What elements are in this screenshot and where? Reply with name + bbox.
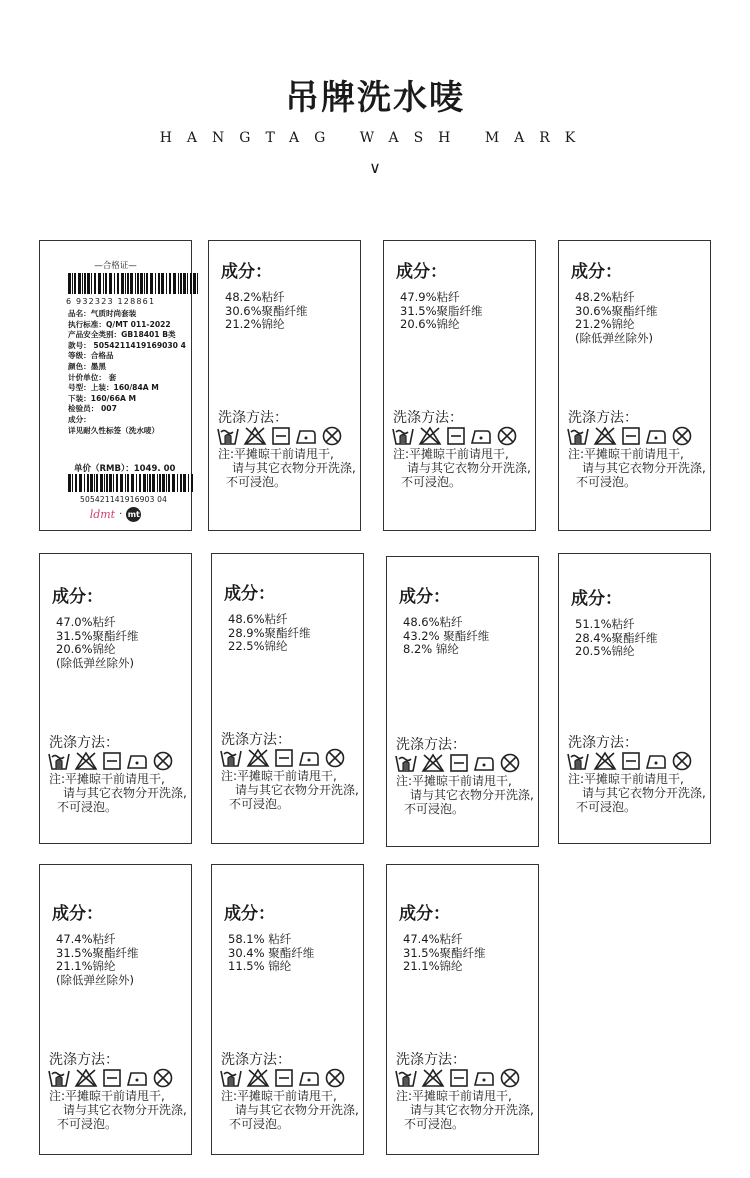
composition-line: 47.4%粘纤 bbox=[56, 932, 116, 946]
barcode-bar bbox=[82, 273, 83, 294]
composition-line: 48.2%粘纤 bbox=[575, 290, 635, 304]
barcode2-number: 505421141916903 04 bbox=[80, 495, 168, 504]
barcode-bar bbox=[139, 474, 141, 492]
barcode-bar bbox=[172, 474, 175, 492]
care-icons bbox=[220, 748, 346, 768]
barcode-bar bbox=[87, 474, 89, 492]
logo-mt: mt bbox=[126, 507, 141, 522]
composition-list bbox=[403, 616, 489, 657]
certificate-row: 成分： bbox=[68, 414, 91, 424]
barcode-top bbox=[68, 273, 199, 294]
wash-label-10 bbox=[386, 864, 539, 1155]
iron-low-icon bbox=[298, 748, 320, 768]
composition-line: 48.6%粘纤 bbox=[228, 612, 288, 626]
care-icons bbox=[567, 426, 693, 446]
barcode-bar bbox=[127, 273, 129, 294]
care-note-line: 请与其它衣物分开洗涤, bbox=[232, 461, 356, 475]
no-bleach-icon bbox=[418, 426, 442, 446]
barcode-bar bbox=[130, 273, 133, 294]
certificate-row: 下装：160/66A M bbox=[68, 393, 137, 403]
care-note-line: 请与其它衣物分开洗涤, bbox=[63, 786, 187, 800]
composition-line: 47.9%粘纤 bbox=[400, 290, 460, 304]
care-icons bbox=[395, 1068, 521, 1088]
barcode-bar bbox=[180, 474, 182, 492]
composition-line: 20.6%锦纶 bbox=[56, 642, 116, 656]
wash-heading: 洗涤方法： bbox=[221, 1052, 291, 1068]
composition-heading: 成分： bbox=[571, 589, 622, 609]
barcode-bar bbox=[191, 474, 193, 492]
care-note-line: 请与其它衣物分开洗涤, bbox=[407, 461, 531, 475]
barcode-bottom bbox=[68, 474, 195, 492]
barcode-bar bbox=[135, 273, 136, 294]
barcode-bar bbox=[157, 474, 158, 492]
barcode-bar bbox=[90, 474, 93, 492]
dry-flat-icon bbox=[102, 1068, 122, 1088]
composition-list bbox=[228, 613, 311, 654]
composition-line: 20.5%锦纶 bbox=[575, 644, 635, 658]
care-note-line: 请与其它衣物分开洗涤, bbox=[410, 788, 534, 802]
care-note-line: 不可浸泡。 bbox=[226, 475, 287, 489]
barcode-bar bbox=[84, 474, 85, 492]
wash-label-5 bbox=[211, 553, 364, 844]
wash-heading: 洗涤方法： bbox=[393, 410, 463, 426]
composition-line: (除低弹丝除外) bbox=[56, 655, 134, 670]
dry-flat-icon bbox=[102, 751, 122, 771]
wash-label-1 bbox=[208, 240, 361, 531]
page-subtitle: HANGTAG WASH MARK bbox=[159, 130, 591, 146]
certificate-row: 计价单位： 套 bbox=[68, 372, 117, 382]
barcode-bar bbox=[75, 474, 77, 492]
no-bleach-icon bbox=[243, 426, 267, 446]
hand-wash-icon bbox=[48, 1068, 70, 1088]
composition-line: 28.4%聚酯纤维 bbox=[575, 630, 658, 645]
wash-label-3 bbox=[558, 240, 711, 531]
care-note-line: 注:平摊晾干前请甩干, bbox=[396, 774, 512, 788]
wash-heading: 洗涤方法： bbox=[568, 410, 638, 426]
composition-heading: 成分： bbox=[224, 904, 275, 924]
hand-wash-icon bbox=[567, 751, 589, 771]
barcode-bar bbox=[136, 474, 137, 492]
composition-line: 51.1%粘纤 bbox=[575, 617, 635, 631]
barcode-bar bbox=[162, 474, 165, 492]
composition-line: 21.2%锦纶 bbox=[575, 317, 635, 331]
no-dry-clean-icon bbox=[671, 751, 693, 771]
composition-heading: 成分： bbox=[399, 904, 450, 924]
logo-dmt: ldmt bbox=[89, 508, 116, 521]
composition-heading: 成分： bbox=[396, 262, 447, 282]
care-note-line: 注:平摊晾干前请甩干, bbox=[396, 1089, 512, 1103]
wash-heading: 洗涤方法： bbox=[49, 735, 119, 751]
wash-label-6 bbox=[386, 556, 539, 847]
barcode-bar bbox=[98, 273, 101, 294]
care-note-line: 不可浸泡。 bbox=[576, 800, 637, 814]
wash-label-7 bbox=[558, 553, 711, 844]
care-note bbox=[396, 774, 534, 816]
care-note-line: 注:平摊晾干前请甩干, bbox=[49, 1089, 165, 1103]
care-icons bbox=[395, 753, 521, 773]
barcode-bar bbox=[109, 474, 112, 492]
no-dry-clean-icon bbox=[321, 426, 343, 446]
certificate-row: 等级：合格品 bbox=[68, 351, 114, 361]
no-dry-clean-icon bbox=[324, 748, 346, 768]
iron-low-icon bbox=[473, 753, 495, 773]
composition-line: 30.4% 聚酯纤维 bbox=[228, 945, 315, 960]
composition-list bbox=[56, 933, 139, 987]
composition-list bbox=[400, 291, 483, 332]
composition-heading: 成分： bbox=[224, 584, 275, 604]
composition-line: 47.4%粘纤 bbox=[403, 932, 463, 946]
composition-line: (除低弹丝除外) bbox=[56, 972, 134, 987]
barcode-bar bbox=[131, 474, 134, 492]
composition-line: 48.6%粘纤 bbox=[403, 615, 463, 629]
brand-logo bbox=[40, 507, 191, 522]
hand-wash-icon bbox=[395, 753, 417, 773]
barcode-bar bbox=[79, 474, 82, 492]
composition-line: (除低弹丝除外) bbox=[575, 330, 653, 345]
certificate-row: 详见耐久性标签（洗水唛） bbox=[68, 425, 160, 435]
logo-dot: · bbox=[119, 509, 123, 520]
composition-line: 43.2% 聚酯纤维 bbox=[403, 628, 490, 643]
care-note-line: 不可浸泡。 bbox=[404, 802, 465, 816]
barcode-bar bbox=[150, 273, 153, 294]
dry-flat-icon bbox=[274, 748, 294, 768]
care-note-line: 不可浸泡。 bbox=[57, 1117, 118, 1131]
chevron-down-icon: ∨ bbox=[369, 158, 381, 177]
barcode-bar bbox=[140, 273, 143, 294]
care-note bbox=[221, 1089, 359, 1131]
composition-line: 30.6%聚酯纤维 bbox=[225, 303, 308, 318]
barcode-bar bbox=[144, 273, 145, 294]
barcode-bar bbox=[121, 273, 124, 294]
barcode-bar bbox=[125, 474, 126, 492]
care-note-line: 注:平摊晾干前请甩干, bbox=[568, 772, 684, 786]
barcode-bar bbox=[105, 273, 107, 294]
wash-heading: 洗涤方法： bbox=[218, 410, 288, 426]
barcode-bar bbox=[109, 273, 112, 294]
barcode-bar bbox=[137, 273, 139, 294]
care-note-line: 注:平摊晾干前请甩干, bbox=[221, 769, 337, 783]
hand-wash-icon bbox=[395, 1068, 417, 1088]
barcode-bar bbox=[84, 273, 86, 294]
dry-flat-icon bbox=[449, 753, 469, 773]
care-note-line: 请与其它衣物分开洗涤, bbox=[582, 461, 706, 475]
iron-low-icon bbox=[126, 1068, 148, 1088]
barcode-bar bbox=[96, 474, 98, 492]
composition-line: 48.2%粘纤 bbox=[225, 290, 285, 304]
wash-heading: 洗涤方法： bbox=[396, 1052, 466, 1068]
composition-line: 20.6%锦纶 bbox=[400, 317, 460, 331]
composition-heading: 成分： bbox=[399, 587, 450, 607]
wash-label-4 bbox=[39, 553, 192, 844]
barcode-bar bbox=[177, 474, 178, 492]
care-note bbox=[49, 772, 187, 814]
wash-heading: 洗涤方法： bbox=[568, 735, 638, 751]
no-dry-clean-icon bbox=[152, 1068, 174, 1088]
composition-line: 31.5%聚脂纤维 bbox=[400, 303, 483, 318]
barcode-bar bbox=[72, 273, 73, 294]
composition-line: 47.0%粘纤 bbox=[56, 615, 116, 629]
iron-low-icon bbox=[645, 751, 667, 771]
care-note-line: 注:平摊晾干前请甩干, bbox=[221, 1089, 337, 1103]
care-icons bbox=[392, 426, 518, 446]
care-icons bbox=[48, 1068, 174, 1088]
barcode-bar bbox=[169, 273, 171, 294]
barcode-bar bbox=[103, 273, 104, 294]
care-note-line: 请与其它衣物分开洗涤, bbox=[235, 1103, 359, 1117]
composition-heading: 成分： bbox=[221, 262, 272, 282]
dry-flat-icon bbox=[621, 426, 641, 446]
composition-line: 31.5%聚酯纤维 bbox=[56, 628, 139, 643]
price: 单价（RMB）：1049. 00 bbox=[74, 464, 176, 474]
certificate-heading: —合格证— bbox=[94, 261, 137, 271]
barcode-bar bbox=[166, 474, 167, 492]
care-note bbox=[568, 447, 706, 489]
wash-heading: 洗涤方法： bbox=[49, 1052, 119, 1068]
care-note bbox=[393, 447, 531, 489]
wash-label-2 bbox=[383, 240, 536, 531]
certificate-row: 检验员： 007 bbox=[68, 404, 117, 414]
barcode-bar bbox=[147, 474, 148, 492]
hand-wash-icon bbox=[48, 751, 70, 771]
composition-line: 11.5% 锦纶 bbox=[228, 959, 292, 973]
barcode-bar bbox=[72, 474, 73, 492]
barcode-bar bbox=[146, 273, 148, 294]
hand-wash-icon bbox=[392, 426, 414, 446]
barcode-bar bbox=[100, 474, 103, 492]
barcode-bar bbox=[104, 474, 105, 492]
barcode-bar bbox=[94, 474, 95, 492]
barcode-bar bbox=[68, 474, 71, 492]
care-note bbox=[49, 1089, 187, 1131]
no-bleach-icon bbox=[74, 1068, 98, 1088]
composition-line: 22.5%锦纶 bbox=[228, 639, 288, 653]
care-note-line: 注:平摊晾干前请甩干, bbox=[393, 447, 509, 461]
wash-heading: 洗涤方法： bbox=[221, 732, 291, 748]
composition-list bbox=[56, 616, 139, 670]
composition-line: 30.6%聚酯纤维 bbox=[575, 303, 658, 318]
care-note bbox=[218, 447, 356, 489]
barcode-bar bbox=[68, 273, 71, 294]
composition-list bbox=[403, 933, 486, 974]
care-note-line: 不可浸泡。 bbox=[229, 797, 290, 811]
barcode-bar bbox=[188, 474, 189, 492]
barcode-bar bbox=[149, 474, 151, 492]
barcode-bar bbox=[173, 273, 176, 294]
no-bleach-icon bbox=[246, 748, 270, 768]
hand-wash-icon bbox=[217, 426, 239, 446]
composition-line: 31.5%聚酯纤维 bbox=[403, 945, 486, 960]
barcode-bar bbox=[125, 273, 126, 294]
care-note bbox=[221, 769, 359, 811]
barcode-bar bbox=[180, 273, 182, 294]
barcode-bar bbox=[78, 273, 81, 294]
barcode-bar bbox=[74, 273, 76, 294]
barcode-bar bbox=[178, 273, 179, 294]
composition-line: 58.1% 粘纤 bbox=[228, 932, 292, 946]
barcode-bar bbox=[190, 273, 192, 294]
composition-heading: 成分： bbox=[52, 904, 103, 924]
certificate-row: 产品安全类别：GB18401 B类 bbox=[68, 330, 176, 340]
barcode-bar bbox=[166, 273, 167, 294]
composition-line: 31.5%聚酯纤维 bbox=[56, 945, 139, 960]
care-icons bbox=[48, 751, 174, 771]
no-dry-clean-icon bbox=[671, 426, 693, 446]
composition-line: 8.2% 锦纶 bbox=[403, 642, 459, 656]
hangtag-certificate bbox=[39, 240, 192, 531]
no-dry-clean-icon bbox=[499, 1068, 521, 1088]
barcode-bar bbox=[197, 273, 198, 294]
hand-wash-icon bbox=[220, 748, 242, 768]
barcode-bar bbox=[159, 474, 161, 492]
certificate-row: 颜色：墨黑 bbox=[68, 361, 106, 371]
certificate-details bbox=[68, 309, 186, 436]
care-note-line: 不可浸泡。 bbox=[404, 1117, 465, 1131]
iron-low-icon bbox=[298, 1068, 320, 1088]
care-note-line: 注:平摊晾干前请甩干, bbox=[49, 772, 165, 786]
composition-line: 21.1%锦纶 bbox=[56, 959, 116, 973]
care-note-line: 注:平摊晾干前请甩干, bbox=[218, 447, 334, 461]
certificate-row: 执行标准：Q/MT 011-2022 bbox=[68, 319, 171, 329]
composition-list bbox=[225, 291, 308, 332]
barcode-bar bbox=[183, 474, 186, 492]
dry-flat-icon bbox=[449, 1068, 469, 1088]
composition-line: 21.2%锦纶 bbox=[225, 317, 285, 331]
barcode-number: 6 932323 128861 bbox=[66, 297, 156, 306]
iron-low-icon bbox=[473, 1068, 495, 1088]
hand-wash-icon bbox=[220, 1068, 242, 1088]
barcode-bar bbox=[143, 474, 146, 492]
barcode-bar bbox=[127, 474, 129, 492]
care-note-line: 请与其它衣物分开洗涤, bbox=[63, 1103, 187, 1117]
barcode-bar bbox=[155, 273, 156, 294]
no-dry-clean-icon bbox=[324, 1068, 346, 1088]
barcode-bar bbox=[94, 273, 96, 294]
barcode-bar bbox=[117, 273, 119, 294]
barcode-bar bbox=[152, 474, 155, 492]
no-bleach-icon bbox=[246, 1068, 270, 1088]
care-note-line: 注:平摊晾干前请甩干, bbox=[568, 447, 684, 461]
barcode-bar bbox=[116, 474, 118, 492]
no-bleach-icon bbox=[593, 426, 617, 446]
certificate-row: 号型：上装：160/84A M bbox=[68, 383, 159, 393]
care-note bbox=[396, 1089, 534, 1131]
barcode-bar bbox=[168, 474, 170, 492]
no-dry-clean-icon bbox=[496, 426, 518, 446]
barcode-bar bbox=[120, 474, 123, 492]
certificate-row: 品名：气质时尚套装 bbox=[68, 309, 137, 318]
barcode-bar bbox=[183, 273, 186, 294]
hand-wash-icon bbox=[567, 426, 589, 446]
care-note-line: 不可浸泡。 bbox=[57, 800, 118, 814]
care-icons bbox=[217, 426, 343, 446]
dry-flat-icon bbox=[446, 426, 466, 446]
iron-low-icon bbox=[470, 426, 492, 446]
dry-flat-icon bbox=[274, 1068, 294, 1088]
barcode-bar bbox=[161, 273, 164, 294]
composition-heading: 成分： bbox=[52, 587, 103, 607]
care-note bbox=[568, 772, 706, 814]
no-dry-clean-icon bbox=[152, 751, 174, 771]
barcode-bar bbox=[87, 273, 90, 294]
no-bleach-icon bbox=[421, 1068, 445, 1088]
no-bleach-icon bbox=[421, 753, 445, 773]
barcode-bar bbox=[193, 273, 196, 294]
composition-list bbox=[228, 933, 314, 974]
wash-label-9 bbox=[211, 864, 364, 1155]
iron-low-icon bbox=[126, 751, 148, 771]
composition-list bbox=[575, 291, 658, 345]
barcode-bar bbox=[106, 474, 108, 492]
page-title: 吊牌洗水唛 bbox=[285, 78, 465, 118]
care-note-line: 请与其它衣物分开洗涤, bbox=[410, 1103, 534, 1117]
care-note-line: 不可浸泡。 bbox=[401, 475, 462, 489]
no-bleach-icon bbox=[593, 751, 617, 771]
care-note-line: 请与其它衣物分开洗涤, bbox=[235, 783, 359, 797]
care-icons bbox=[567, 751, 693, 771]
care-note-line: 不可浸泡。 bbox=[229, 1117, 290, 1131]
no-dry-clean-icon bbox=[499, 753, 521, 773]
iron-low-icon bbox=[645, 426, 667, 446]
composition-line: 21.1%锦纶 bbox=[403, 959, 463, 973]
wash-heading: 洗涤方法： bbox=[396, 737, 466, 753]
composition-line: 28.9%聚酯纤维 bbox=[228, 625, 311, 640]
care-icons bbox=[220, 1068, 346, 1088]
barcode-bar bbox=[158, 273, 160, 294]
composition-list bbox=[575, 618, 658, 659]
care-note-line: 请与其它衣物分开洗涤, bbox=[582, 786, 706, 800]
iron-low-icon bbox=[295, 426, 317, 446]
composition-heading: 成分： bbox=[571, 262, 622, 282]
care-note-line: 不可浸泡。 bbox=[576, 475, 637, 489]
barcode-bar bbox=[113, 474, 114, 492]
dry-flat-icon bbox=[621, 751, 641, 771]
barcode-bar bbox=[114, 273, 115, 294]
wash-label-8 bbox=[39, 864, 192, 1155]
barcode-bar bbox=[187, 273, 188, 294]
dry-flat-icon bbox=[271, 426, 291, 446]
certificate-row: 款号： 5054211419169030 4 bbox=[68, 340, 186, 350]
no-bleach-icon bbox=[74, 751, 98, 771]
barcode-bar bbox=[91, 273, 92, 294]
